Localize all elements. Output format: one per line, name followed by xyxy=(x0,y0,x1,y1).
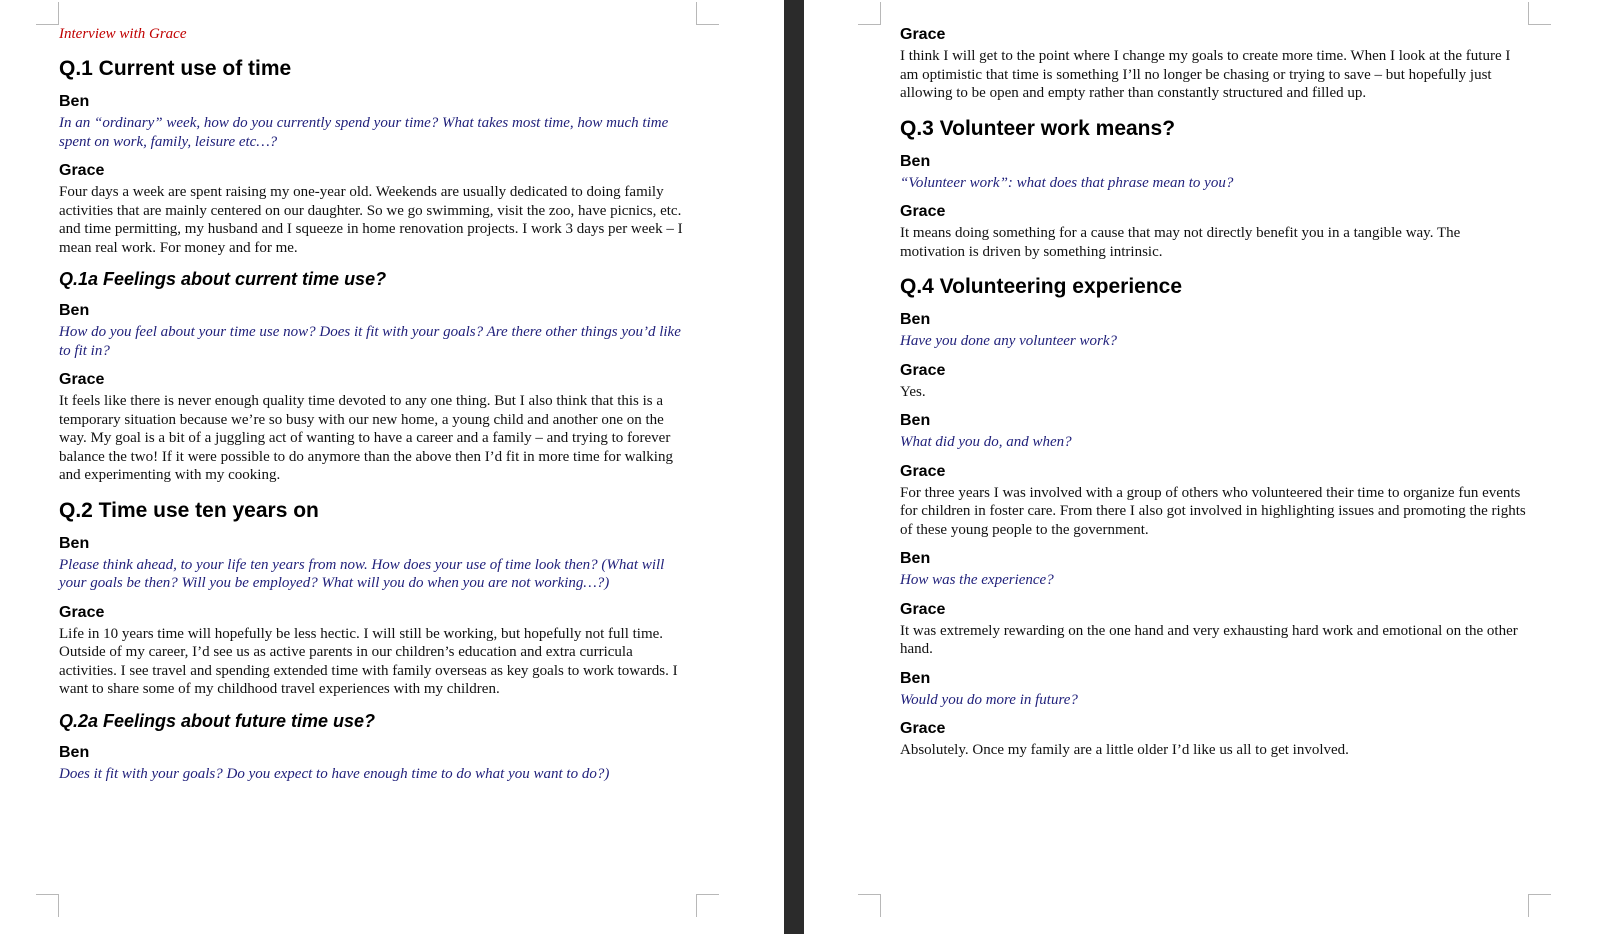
answer-text: Four days a week are spent raising my one-year old. Weekends are usually dedicated to doing family activities that are mainly centered on our daughter. So we go swimming, visit the zoo, have picnics, etc. and time permitting, my husband and I squeeze in home renovation projects. I work 3 days per week – I mean real work. For money and for me. xyxy=(59,184,683,256)
answer-text: I think I will get to the point where I change my goals to create more time. When I look at the future I am optimistic that time is something I’ll no longer be chasing or trying to save – but hopefully just allowing to be open and empty rather than constantly structured and filled up. xyxy=(900,48,1511,101)
question-text: “Volunteer work”: what does that phrase mean to you? xyxy=(900,174,1234,191)
answer-text: Life in 10 years time will hopefully be less hectic. I will still be working, but hopefully not full time. Outside of my career, I’d see us as active parents in our children’s education and extra curricula activities. I see travel and spending extended time with family overseas as key goals to work towards. I want to share some of my childhood travel experiences with my children. xyxy=(59,625,678,697)
speaker-name: Ben xyxy=(900,669,931,687)
speaker-name: Grace xyxy=(900,203,946,220)
question-text: How do you feel about your time use now? Does it fit with your goals? Are there other things you’d like to fit in? xyxy=(59,324,681,359)
crop-mark-top-left xyxy=(36,2,59,25)
speaker-name: Grace xyxy=(59,371,105,388)
speaker-name: Ben xyxy=(900,311,931,328)
document-title: Interview with Grace xyxy=(59,26,187,42)
speaker-name: Grace xyxy=(59,603,105,621)
question-text: Does it fit with your goals? Do you expect to have enough time to do what you want to do?) xyxy=(59,765,610,782)
section-heading-q1a: Q.1a Feelings about current time use? xyxy=(59,269,387,289)
section-heading-q2a: Q.2a Feelings about future time use? xyxy=(59,710,376,731)
document-page-left xyxy=(0,0,784,934)
answer-text: It was extremely rewarding on the one hand and very exhausting hard work and emotional on the other hand. xyxy=(900,622,1518,657)
speaker-name: Grace xyxy=(900,462,946,480)
document-page-right xyxy=(804,0,1600,934)
question-text: What did you do, and when? xyxy=(900,434,1072,450)
section-heading-q4: Q.4 Volunteering experience xyxy=(900,275,1183,298)
speaker-name: Grace xyxy=(900,26,946,43)
question-text: In an “ordinary” week, how do you currently spend your time? What takes most time, how much time spent on work, family, leisure etc…? xyxy=(59,115,669,150)
section-heading-q2: Q.2 Time use ten years on xyxy=(59,498,319,522)
answer-text: For three years I was involved with a group of others who volunteered their time to organize fun events for children in foster care. From there I also got involved in highlighting issues and promoting the rights of these young people to the government. xyxy=(900,484,1526,538)
speaker-name: Ben xyxy=(900,152,931,170)
crop-mark-bottom-right xyxy=(1528,894,1551,917)
crop-mark-bottom-right xyxy=(696,894,719,917)
speaker-name: Grace xyxy=(59,162,105,179)
page-content-right xyxy=(900,20,1526,771)
answer-text: It feels like there is never enough quality time devoted to any one thing. But I also think that this is a temporary situation because we’re so busy with our new home, a young child and another one on the way. My goal is a bit of a juggling act of wanting to have a career and a family – and trying to forever balance the two! If it were possible to do anymore than the above then I’d fit in more time for walking and experimenting with my cooking. xyxy=(59,393,673,483)
crop-mark-bottom-left xyxy=(858,894,881,917)
crop-mark-top-right xyxy=(1528,2,1551,25)
crop-mark-top-left xyxy=(858,2,881,25)
question-text: Have you done any volunteer work? xyxy=(900,333,1118,349)
speaker-name: Ben xyxy=(900,412,931,429)
crop-mark-bottom-left xyxy=(36,894,59,917)
speaker-name: Ben xyxy=(900,550,931,567)
speaker-name: Ben xyxy=(59,743,90,761)
question-text: Please think ahead, to your life ten years from now. How does your use of time look then? (What will your goals be then? Will you be employed? What will you do when you are not working…?) xyxy=(59,556,665,591)
page-gap-divider xyxy=(784,0,804,934)
speaker-name: Grace xyxy=(900,361,946,379)
speaker-name: Ben xyxy=(59,93,90,110)
page-content-left xyxy=(59,20,687,794)
section-heading-q1: Q.1 Current use of time xyxy=(59,57,292,80)
answer-text: Absolutely. Once my family are a little older I’d like us all to get involved. xyxy=(900,742,1349,758)
crop-mark-top-right xyxy=(696,2,719,25)
answer-text: It means doing something for a cause that may not directly benefit you in a tangible way. The motivation is driven by something intrinsic. xyxy=(900,225,1461,260)
speaker-name: Grace xyxy=(900,600,946,618)
question-text: Would you do more in future? xyxy=(900,691,1078,708)
speaker-name: Grace xyxy=(900,720,946,737)
question-text: How was the experience? xyxy=(900,572,1054,588)
answer-text: Yes. xyxy=(900,383,926,400)
speaker-name: Ben xyxy=(59,302,90,319)
speaker-name: Ben xyxy=(59,534,90,552)
section-heading-q3: Q.3 Volunteer work means? xyxy=(900,116,1176,140)
